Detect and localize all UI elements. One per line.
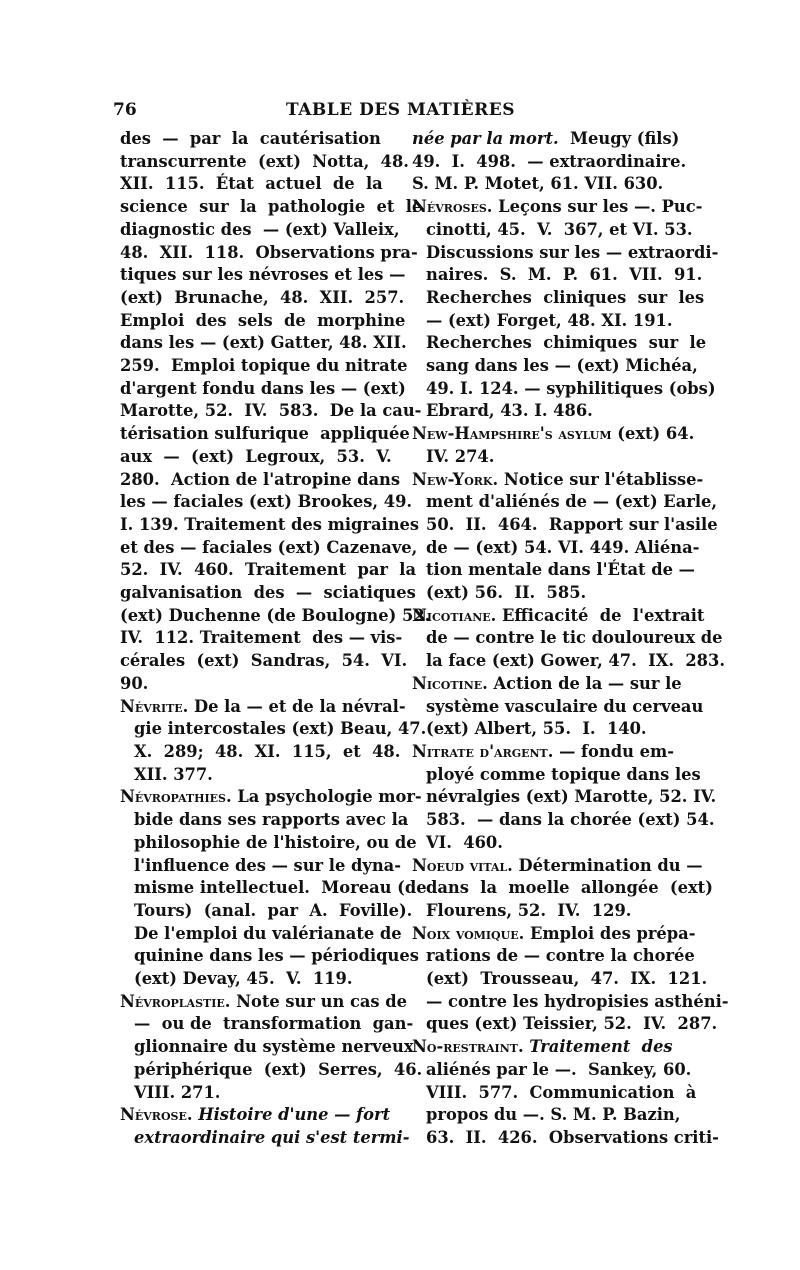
- entry-line: [120, 809, 409, 832]
- entry-line: [120, 741, 400, 764]
- entry-text: VIII. 577. Communication à: [426, 1082, 697, 1102]
- entry-text: cérales (ext) Sandras, 54. VI.: [120, 651, 408, 671]
- entry-line: [120, 1104, 400, 1127]
- entry-line: [120, 287, 405, 310]
- entry-text: I. 139. Traitement des migraines: [120, 514, 420, 534]
- entry-line: [412, 378, 716, 401]
- entry-text: Marotte, 52. IV. 583. De la cau-: [120, 401, 422, 421]
- entry-text: de — (ext) 54. VI. 449. Aliéna-: [426, 537, 700, 557]
- entry-line: [120, 446, 400, 469]
- entry-line: [412, 151, 692, 174]
- entry-text: propos du —. S. M. P. Bazin,: [426, 1105, 681, 1125]
- index-entry: [412, 128, 692, 196]
- entry-line: [120, 832, 417, 855]
- entry-line: [120, 673, 400, 696]
- entry-line: [120, 378, 406, 401]
- entry-line: [412, 491, 718, 514]
- entry-text: et des — faciales (ext) Cazenave,: [120, 537, 418, 557]
- entry-line: [120, 173, 400, 196]
- entry-line: [412, 355, 698, 378]
- entry-text: d'argent fondu dans les — (ext): [120, 378, 406, 398]
- index-entry: [412, 423, 695, 468]
- entry-text: née par la mort. Meugy (fils): [412, 129, 680, 148]
- entry-line: [120, 991, 407, 1014]
- entry-line: [120, 627, 403, 650]
- entry-text: rations de — contre la chorée: [426, 946, 695, 966]
- entry-text: Recherches chimiques sur le: [426, 333, 707, 353]
- entry-heading: Névrite.: [120, 696, 189, 716]
- entry-text: (ext) Trousseau, 47. IX. 121.: [426, 969, 708, 989]
- index-entry: [412, 855, 713, 923]
- entry-text: IV. 112. Traitement des — vis-: [120, 628, 403, 648]
- entry-text: Recherches cliniques sur les: [426, 287, 705, 307]
- entry-text: XII. 377.: [134, 764, 213, 784]
- entry-text: XII. 115. État actuel de la: [120, 174, 383, 194]
- entry-text: VIII. 271.: [134, 1082, 221, 1102]
- entry-line: [120, 764, 400, 787]
- entry-line: [412, 1127, 719, 1150]
- entry-line: [120, 877, 427, 900]
- entry-text: La psychologie mor-: [231, 787, 422, 807]
- entry-line: [120, 264, 406, 287]
- entry-text: — fondu em-: [553, 741, 674, 761]
- entry-line: [120, 355, 408, 378]
- entry-text: 63. II. 426. Observations criti-: [426, 1127, 719, 1147]
- entry-line: [412, 446, 692, 469]
- entry-line: [120, 1059, 423, 1082]
- index-entry: [120, 991, 423, 1105]
- index-entry: [412, 741, 717, 855]
- entry-text: transcurrente (ext) Notta, 48.: [120, 151, 409, 171]
- entry-line: [412, 741, 692, 764]
- index-entry: [412, 1036, 719, 1150]
- entry-line: [120, 491, 413, 514]
- entry-text: — ou de transformation gan-: [134, 1014, 414, 1034]
- entry-text: Ebrard, 43. I. 486.: [426, 401, 593, 421]
- entry-text: Emploi des prépa-: [524, 923, 696, 943]
- entry-line: [412, 991, 729, 1014]
- entry-line: [412, 1082, 697, 1105]
- entry-text: Efficacité de l'extrait: [496, 605, 705, 625]
- entry-line: [120, 559, 417, 582]
- entry-line: [412, 718, 692, 741]
- entry-line: [120, 332, 407, 355]
- entry-text: Détermination du —: [512, 855, 703, 875]
- entry-line: [120, 423, 410, 446]
- entry-line: [120, 196, 423, 219]
- entry-heading: Névroses.: [412, 197, 493, 217]
- entry-text: quinine dans les — périodiques: [134, 946, 419, 966]
- entry-line: [120, 469, 400, 492]
- entry-line: [412, 559, 695, 582]
- running-title: TABLE DES MATIÈRES: [285, 100, 515, 120]
- entry-line: [120, 786, 422, 809]
- entry-line: [412, 310, 692, 333]
- entry-text: science sur la pathologie et le: [120, 197, 423, 217]
- entry-line: [412, 877, 713, 900]
- entry-line: [412, 400, 692, 423]
- entry-text: 90.: [120, 673, 149, 693]
- entry-line: [120, 128, 400, 151]
- entry-text: (ext) 64.: [611, 424, 695, 444]
- entry-heading: New-York.: [412, 469, 499, 489]
- entry-line: [120, 219, 400, 242]
- entry-line: [120, 650, 408, 673]
- index-entry: [120, 1104, 410, 1149]
- entry-line: [120, 400, 422, 423]
- entry-text: ployé comme topique dans les: [426, 764, 701, 784]
- entry-line: [120, 718, 427, 741]
- entry-text: Notice sur l'établisse-: [498, 469, 704, 489]
- entry-heading: Nicotine.: [412, 673, 488, 693]
- entry-line: [412, 1036, 692, 1059]
- entry-line: [120, 537, 418, 560]
- entry-text: De la — et de la névral-: [188, 696, 406, 716]
- entry-text: cinotti, 45. V. 367, et VI. 53.: [426, 219, 693, 239]
- entry-text: 49. I. 498. — extraordinaire.: [412, 151, 687, 171]
- entry-line: [412, 423, 695, 446]
- entry-text: névralgies (ext) Marotte, 52. IV.: [426, 787, 717, 807]
- entry-text: (ext) Devay, 45. V. 119.: [134, 969, 353, 989]
- entry-text: — contre les hydropisies asthéni-: [426, 991, 729, 1011]
- entry-line: [412, 196, 703, 219]
- entry-text: Traitement des: [523, 1037, 673, 1057]
- entry-line: [120, 310, 406, 333]
- entry-line: [120, 514, 420, 537]
- entry-text: ment d'aliénés de — (ext) Earle,: [426, 492, 718, 512]
- entry-text: (ext) 56. II. 585.: [426, 583, 587, 603]
- entry-line: [412, 1104, 692, 1127]
- entry-line: [412, 968, 708, 991]
- entry-line: [412, 696, 704, 719]
- entry-line: [412, 673, 692, 696]
- entry-text: tiques sur les névroses et les —: [120, 265, 406, 285]
- page-header: [113, 100, 688, 124]
- index-entry: [120, 786, 427, 990]
- entry-line: [412, 469, 704, 492]
- entry-text: la face (ext) Gower, 47. IX. 283.: [426, 651, 725, 671]
- entry-line: [412, 1059, 692, 1082]
- right-column: [412, 128, 729, 1150]
- entry-line: [120, 900, 413, 923]
- entry-line: [120, 605, 431, 628]
- entry-text: Emploi des sels de morphine: [120, 310, 406, 330]
- entry-text: dans la moelle allongée (ext): [426, 878, 713, 898]
- entry-text: 280. Action de l'atropine dans: [120, 469, 401, 489]
- entry-text: De l'emploi du valérianate de: [134, 923, 402, 943]
- entry-line: [412, 786, 717, 809]
- entry-line: [412, 627, 723, 650]
- entry-text: dans les — (ext) Gatter, 48. XII.: [120, 333, 407, 353]
- entry-text: 50. II. 464. Rapport sur l'asile: [426, 514, 718, 534]
- entry-text: bide dans ses rapports avec la: [134, 810, 409, 830]
- entry-line: [412, 945, 695, 968]
- entry-text: aliénés par le —. Sankey, 60.: [426, 1059, 692, 1079]
- index-entry: [412, 469, 718, 605]
- entry-line: [412, 219, 692, 242]
- entry-line: [120, 1082, 400, 1105]
- entry-line: [412, 923, 696, 946]
- entry-line: [412, 650, 725, 673]
- entry-line: [412, 605, 705, 628]
- entry-text: X. 289; 48. XI. 115, et 48.: [134, 741, 401, 761]
- entry-line: [120, 242, 418, 265]
- entry-text: Leçons sur les —. Puc-: [492, 197, 703, 217]
- entry-text: naires. S. M. P. 61. VII. 91.: [426, 265, 703, 285]
- entry-text: 583. — dans la chorée (ext) 54.: [426, 810, 715, 830]
- left-column: [120, 128, 431, 1150]
- entry-text: aux — (ext) Legroux, 53. V.: [120, 446, 392, 466]
- entry-text: Tours) (anal. par A. Foville).: [134, 900, 413, 920]
- entry-text: Discussions sur les — extraordi-: [426, 242, 719, 262]
- index-entry: [120, 128, 431, 696]
- entry-heading: New-Hampshire's asylum: [412, 424, 612, 444]
- entry-line: [412, 514, 718, 537]
- entry-line: [120, 582, 416, 605]
- entry-line: [412, 900, 692, 923]
- entry-line: [120, 696, 406, 719]
- entry-text: (ext) Albert, 55. I. 140.: [426, 719, 647, 739]
- entry-line: [412, 332, 707, 355]
- entry-text: l'influence des — sur le dyna-: [134, 855, 401, 875]
- index-entry: [412, 673, 704, 741]
- entry-line: [412, 173, 692, 196]
- entry-heading: No-restraint.: [412, 1037, 524, 1057]
- entry-text: diagnostic des — (ext) Valleix,: [120, 219, 400, 239]
- entry-text: tion mentale dans l'État de —: [426, 560, 695, 580]
- entry-text: des — par la cautérisation: [120, 129, 381, 148]
- entry-text: Flourens, 52. IV. 129.: [426, 900, 632, 920]
- entry-text: 52. IV. 460. Traitement par la: [120, 560, 417, 580]
- entry-line: [120, 1127, 410, 1150]
- entry-heading: Noix vomique.: [412, 923, 525, 943]
- entry-text: Action de la — sur le: [487, 673, 682, 693]
- entry-line: [412, 809, 715, 832]
- entry-heading: Nicotiane.: [412, 605, 497, 625]
- entry-text: glionnaire du système nerveux: [134, 1037, 414, 1057]
- entry-heading: Nitrate d'argent.: [412, 741, 554, 761]
- entry-text: térisation sulfurique appliquée: [120, 424, 410, 444]
- entry-line: [120, 923, 400, 946]
- entry-text: extraordinaire qui s'est termi-: [134, 1127, 410, 1147]
- entry-text: VI. 460.: [426, 832, 503, 852]
- entry-text: S. M. P. Motet, 61. VII. 630.: [412, 174, 664, 194]
- entry-line: [120, 1036, 414, 1059]
- entry-heading: Névrose.: [120, 1105, 193, 1125]
- entry-line: [120, 151, 409, 174]
- entry-text: galvanisation des — sciatiques: [120, 583, 416, 603]
- entry-text: de — contre le tic douloureux de: [426, 628, 723, 648]
- entry-text: 48. XII. 118. Observations pra-: [120, 242, 418, 262]
- entry-heading: Névroplastie.: [120, 991, 231, 1011]
- entry-line: [120, 1013, 414, 1036]
- entry-text: Note sur un cas de: [230, 991, 407, 1011]
- entry-text: gie intercostales (ext) Beau, 47.: [134, 719, 427, 739]
- entry-line: [120, 968, 400, 991]
- entry-line: [412, 855, 703, 878]
- index-entry: [120, 696, 427, 787]
- entry-text: IV. 274.: [426, 446, 495, 466]
- entry-text: périphérique (ext) Serres, 46.: [134, 1059, 423, 1079]
- entry-line: [120, 945, 419, 968]
- entry-text: 49. I. 124. — syphilitiques (obs): [426, 378, 716, 398]
- entry-text: ques (ext) Teissier, 52. IV. 287.: [426, 1014, 718, 1034]
- entry-line: [412, 537, 700, 560]
- entry-line: [412, 764, 701, 787]
- entry-heading: Noeud vital.: [412, 855, 513, 875]
- index-entry: [412, 923, 729, 1037]
- entry-text: (ext) Duchenne (de Boulogne) 52.: [120, 605, 431, 625]
- entry-line: [412, 832, 692, 855]
- entry-text: Histoire d'une — fort: [192, 1105, 391, 1125]
- entry-heading: Névropathies.: [120, 787, 232, 807]
- entry-line: [412, 242, 719, 265]
- entry-text: — (ext) Forget, 48. XI. 191.: [426, 310, 673, 330]
- entry-text: sang dans les — (ext) Michéa,: [426, 356, 698, 376]
- entry-text: (ext) Brunache, 48. XII. 257.: [120, 287, 405, 307]
- entry-text: les — faciales (ext) Brookes, 49.: [120, 492, 413, 512]
- entry-line: [120, 855, 400, 878]
- entry-line: [412, 287, 705, 310]
- index-entry: [412, 605, 725, 673]
- entry-line: [412, 264, 703, 287]
- entry-line: [412, 128, 692, 151]
- entry-line: [412, 582, 692, 605]
- entry-line: [412, 1013, 718, 1036]
- entry-text: système vasculaire du cerveau: [426, 696, 704, 716]
- entry-text: philosophie de l'histoire, ou de: [134, 832, 417, 852]
- entry-text: misme intellectuel. Moreau (de: [134, 878, 427, 898]
- entry-text: 259. Emploi topique du nitrate: [120, 356, 408, 376]
- index-entry: [412, 196, 719, 423]
- page-number: 76: [113, 100, 137, 120]
